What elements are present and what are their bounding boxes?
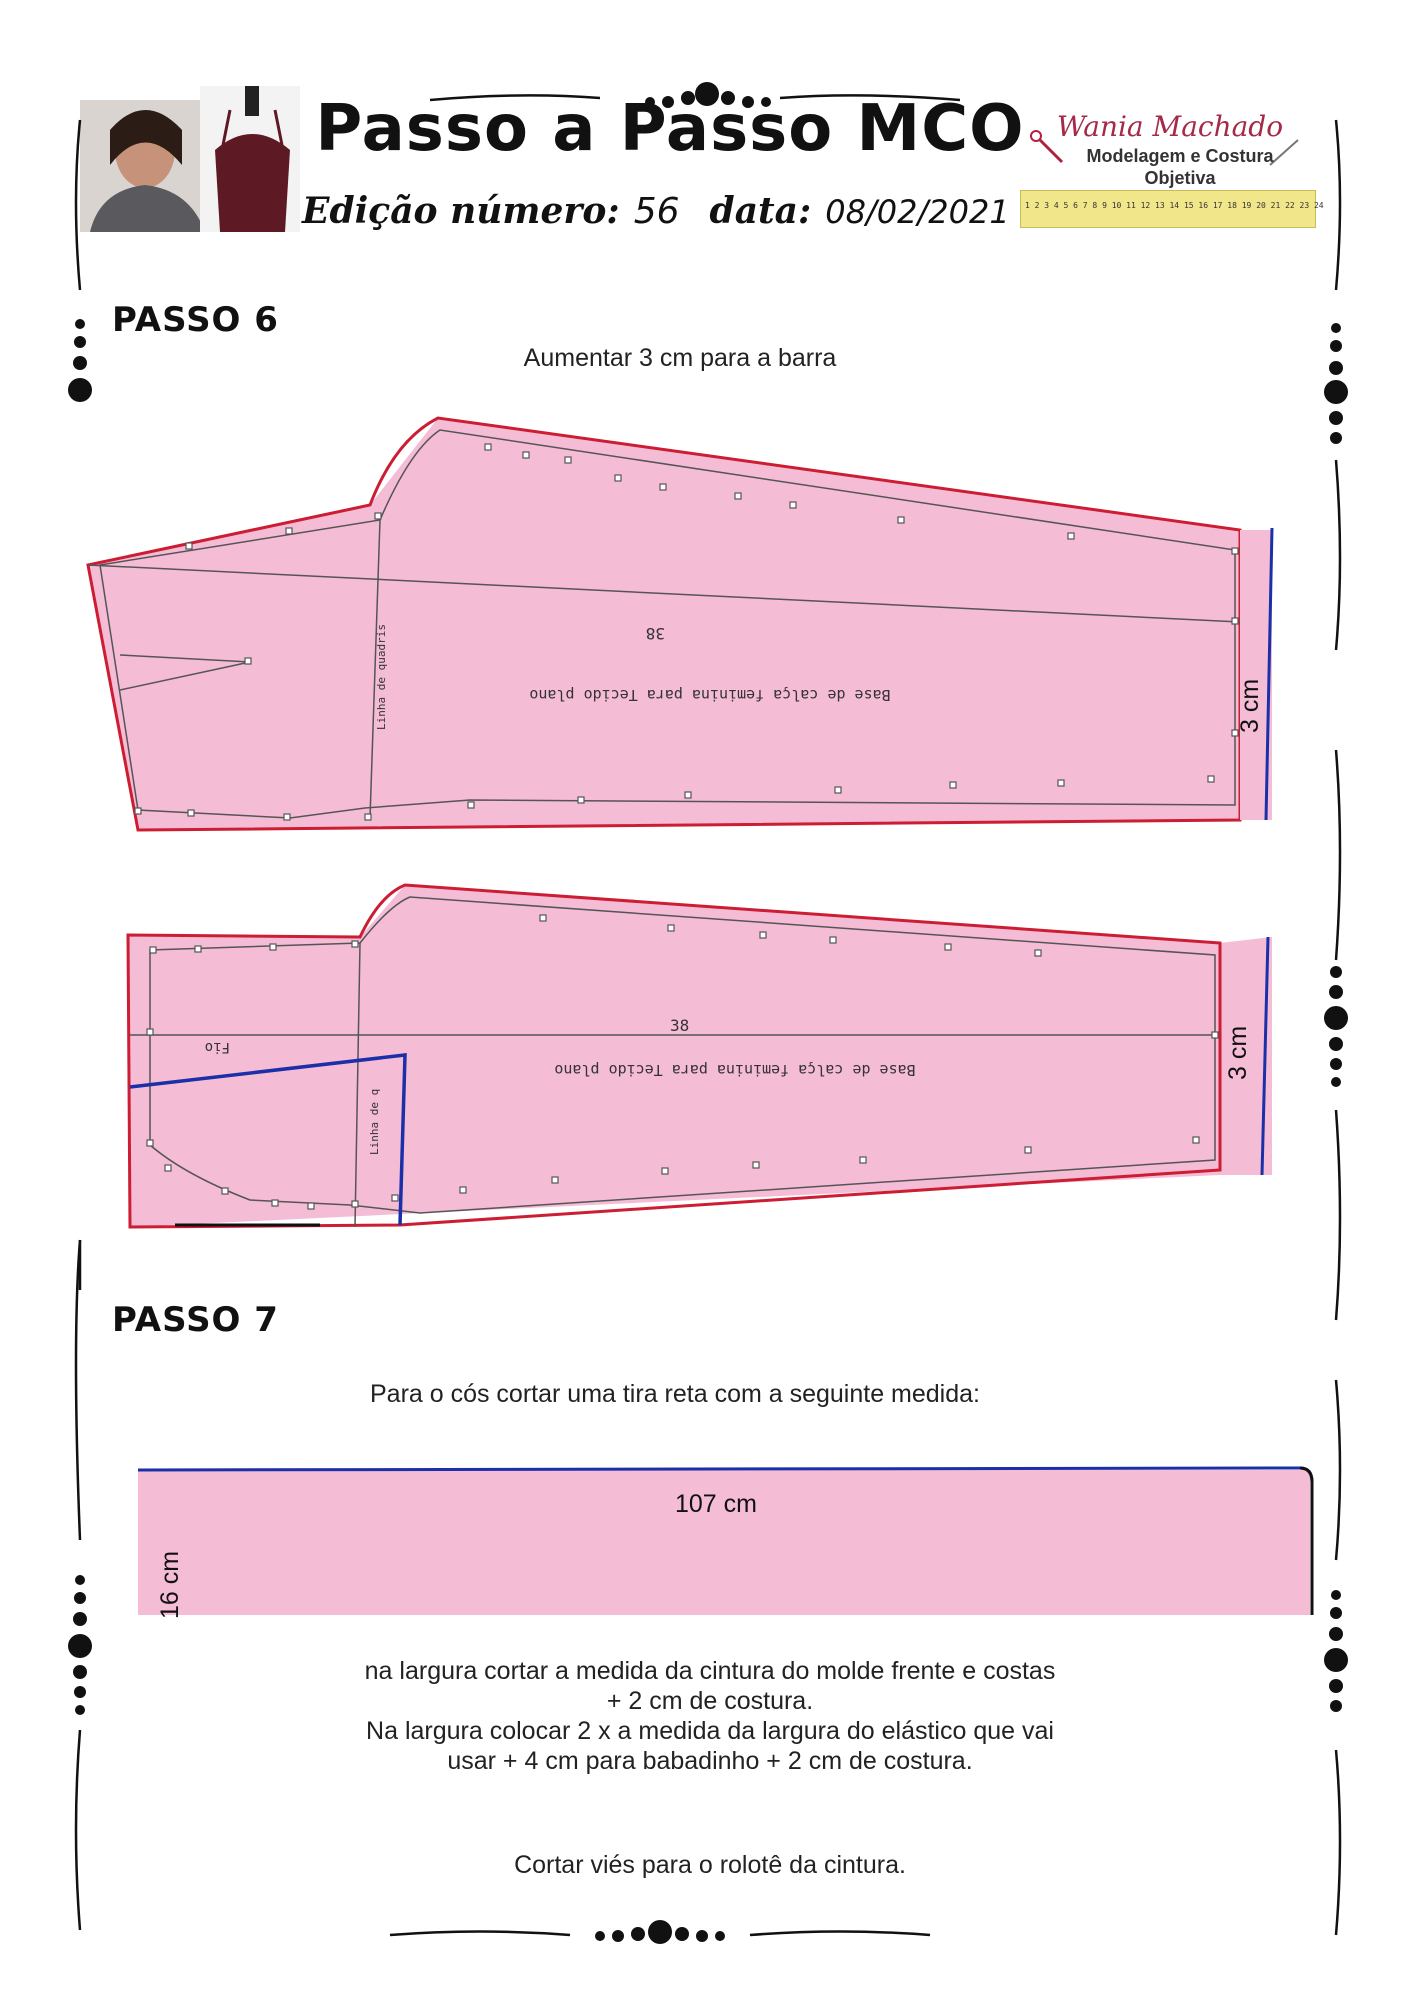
front-pattern-label: Base de calça feminina para Tecido plano [529, 686, 891, 704]
step-7-closing: Cortar viés para o rolotê da cintura. [514, 1851, 906, 1879]
waistband-strip-diagram [0, 1440, 1414, 1640]
back-center-number: 38 [670, 1016, 690, 1035]
edition-number: 56 [633, 191, 680, 232]
step-6-title: PASSO 6 [112, 300, 279, 340]
trouser-front-pattern [0, 400, 1414, 860]
instruction-line: + 2 cm de costura. [606, 1687, 814, 1715]
tape-measure-ruler [1020, 190, 1324, 228]
bottom-ornament [390, 1920, 930, 1944]
page-title: Passo a Passo MCO [315, 92, 1025, 166]
waistband-width: 16 cm [156, 1550, 184, 1620]
step-7-title: PASSO 7 [112, 1300, 279, 1340]
front-hem-measure: 3 cm [1236, 678, 1264, 733]
brand-line-2: Objetiva [1144, 168, 1216, 188]
date-label: data: [709, 190, 812, 232]
waistband-length: 107 cm [675, 1490, 757, 1518]
step-7-instructions [250, 1656, 1170, 1776]
edition-label: Edição número: [302, 190, 620, 232]
mannequin-photo [200, 86, 300, 232]
trouser-back-pattern [0, 875, 1414, 1235]
instruction-line: usar + 4 cm para babadinho + 2 cm de costura. [447, 1747, 973, 1775]
back-hip-line-label: Linha de q [368, 1088, 381, 1155]
ruler-numbers: 1 2 3 4 5 6 7 8 9 10 11 12 13 14 15 16 17 18 19 20 21 22 23 24 [1025, 201, 1324, 210]
instruction-line: Na largura colocar 2 x a medida da largura do elástico que vai [366, 1717, 1054, 1745]
front-center-number: 38 [645, 624, 665, 643]
front-hip-line-label: Linha de quadris [375, 624, 388, 730]
author-photo [80, 100, 210, 232]
back-grain-label: Fio [204, 1039, 230, 1055]
back-hem-measure: 3 cm [1224, 1025, 1252, 1080]
edition-line [302, 190, 1040, 232]
front-piece-paper [88, 418, 1272, 830]
edition-date: 08/02/2021 [825, 193, 1010, 231]
step-6-caption: Aumentar 3 cm para a barra [523, 344, 837, 372]
back-pattern-label: Base de calça feminina para Tecido plano [554, 1061, 916, 1079]
brand-name: Wania Machado [1056, 110, 1284, 143]
step-7-caption: Para o cós cortar uma tira reta com a seguinte medida: [369, 1380, 980, 1408]
instruction-line: na largura cortar a medida da cintura do molde frente e costas [364, 1657, 1056, 1685]
brand-line-1: Modelagem e Costura [1086, 146, 1274, 166]
